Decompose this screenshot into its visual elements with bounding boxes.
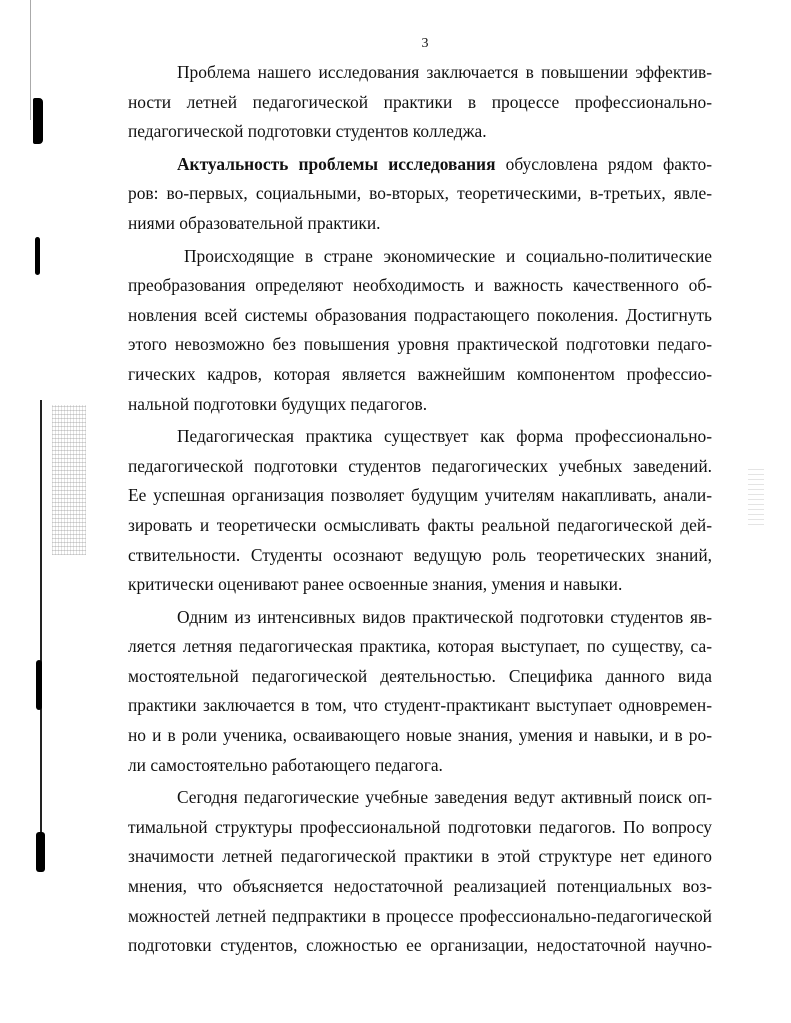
binding-mark xyxy=(36,832,45,872)
text-line: Педагогическая практика существует как форма профессионально- xyxy=(177,426,712,447)
paragraph-summer-practice xyxy=(128,603,712,781)
text-line: Проблема нашего исследования заключается в повышении эффектив- xyxy=(177,62,712,82)
text-line: Ее успешная организация позволяет будущим учителям накапливать, анали- xyxy=(128,485,712,506)
text-line: подготовки студентов, сложностью ее организации, недостаточной научно- xyxy=(128,935,712,956)
text-line: можностей летней педпрактики в процессе профессионально-педагогической xyxy=(128,905,712,926)
text-line: критически оценивают ранее освоенные знания, умения и навыки. xyxy=(128,574,623,595)
scan-noise xyxy=(52,405,86,555)
text-line: этого невозможно без повышения уровня практической подготовки педаго- xyxy=(128,334,712,355)
paragraph-today xyxy=(128,783,712,961)
text-line: ров: во-первых, социальными, во-вторых, теоретическими, в-третьих, явле- xyxy=(128,183,712,204)
binding-mark xyxy=(35,237,40,275)
paragraph-practice xyxy=(128,422,712,600)
text-line: педагогической подготовки студентов колледжа. xyxy=(128,121,487,142)
bold-lead: Актуальность проблемы исследования xyxy=(177,153,496,174)
text-line: Сегодня педагогические учебные заведения ведут активный поиск оп- xyxy=(177,787,712,808)
text-line: педагогической подготовки студентов педагогических учебных заведений. xyxy=(128,455,712,476)
text-line: ствительности. Студенты осознают ведущую роль теоретических знаний, xyxy=(128,544,712,565)
binding-mark xyxy=(33,98,43,144)
text-line: нальной подготовки будущих педагогов. xyxy=(128,393,428,414)
text-line: мнения, что объясняется недостаточной реализацией потенциальных воз- xyxy=(128,876,712,897)
text-line: ли самостоятельно работающего педагога. xyxy=(128,754,443,775)
paragraph-problem xyxy=(128,58,712,147)
text-line: зировать и теоретически осмысливать факты реальной педагогической дей- xyxy=(128,514,712,535)
text-line: преобразования определяют необходимость и важность качественного об- xyxy=(128,275,712,296)
text-run: обусловлена рядом факто- xyxy=(495,153,713,174)
text-line: ности летней педагогической практики в процессе профессионально- xyxy=(128,91,712,112)
text-line xyxy=(128,150,712,180)
binding-mark xyxy=(36,660,42,710)
text-line: Одним из интенсивных видов практической подготовки студентов яв- xyxy=(177,606,712,627)
scan-noise xyxy=(748,465,764,525)
text-line: гических кадров, которая является важнейшим компонентом профессио- xyxy=(128,363,712,384)
text-line: значимости летней педагогической практики в этой структуре нет единого xyxy=(128,846,712,867)
text-line: практики заключается в том, что студент-практикант выступает одновремен- xyxy=(128,695,712,716)
text-line: новления всей системы образования подрастающего поколения. Достигнуть xyxy=(128,304,712,325)
page-number: 3 xyxy=(421,36,429,51)
text-line: Происходящие в стране экономические и социально-политические xyxy=(184,245,712,266)
text-line: мостоятельной педагогической деятельностью. Специфика данного вида xyxy=(128,665,712,686)
text-line: но и в роли ученика, осваивающего новые знания, умения и навыки, и в ро- xyxy=(128,725,712,746)
scan-edge-line xyxy=(30,0,31,120)
scan-edge-line xyxy=(40,400,42,870)
body-text xyxy=(128,58,712,961)
text-line: ниями образовательной практики. xyxy=(128,212,381,233)
text-line: ляется летняя педагогическая практика, которая выступает, по существу, са- xyxy=(128,636,712,657)
paragraph-transformations xyxy=(128,242,712,420)
paragraph-relevance xyxy=(128,150,712,239)
text-line: тимальной структуры профессиональной подготовки педагогов. По вопросу xyxy=(128,816,712,837)
